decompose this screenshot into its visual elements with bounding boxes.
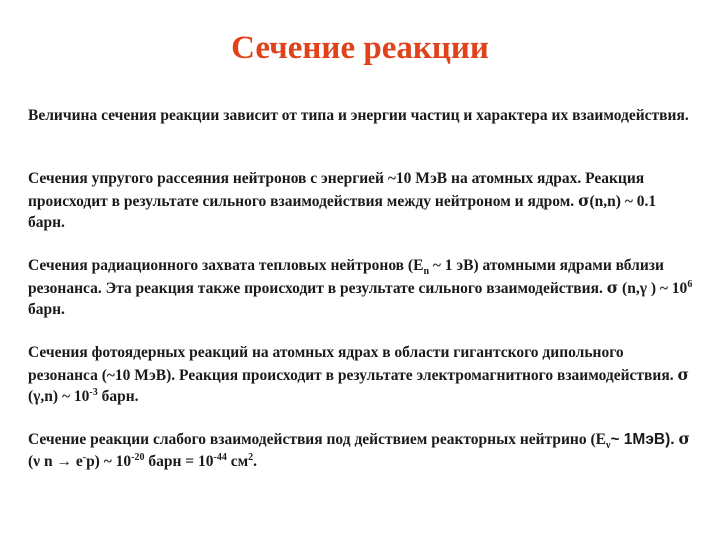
paragraph-text: Сечения радиационного захвата тепловых нейтронов (E [28, 257, 424, 274]
exponent: -44 [213, 451, 227, 463]
paragraph-text: ~ 1МэВ). [610, 431, 675, 448]
paragraph-text: ~ 1 эВ) атомными ядрами вблизи резонанса. Эта реакция также происходит в результате сильного взаимодействия. [28, 257, 664, 297]
sigma-symbol: σ [677, 364, 689, 384]
formula: (γ,n) ~ 10 [28, 388, 90, 405]
paragraph-elastic-scattering [28, 168, 696, 234]
formula: (ν n → e [28, 452, 83, 470]
formula: барн = 10 [144, 452, 214, 470]
formula: см [226, 452, 249, 470]
exponent: -20 [131, 451, 145, 463]
paragraph-radiative-capture [28, 255, 696, 321]
paragraph-photonuclear [28, 342, 696, 408]
subscript: n [423, 266, 429, 278]
formula: (n,γ ) ~ 10 [622, 279, 688, 297]
paragraph-weak-interaction [28, 428, 696, 472]
slide-title: Сечение реакции [231, 30, 489, 66]
exponent: 6 [687, 278, 693, 290]
sigma-symbol: σ [678, 429, 690, 448]
paragraph-text: Сечение реакции слабого взаимодействия под действием реакторных нейтрино (E [28, 431, 606, 448]
exponent: 2 [248, 451, 254, 463]
exponent: - [82, 451, 87, 463]
sigma-symbol: σ [606, 277, 619, 297]
formula: барн. [28, 301, 65, 318]
paragraph-cross-section-intro [28, 105, 696, 127]
paragraph-text: Сечения упругого рассеяния нейтронов с энергией ~10 МэВ на атомных ядрах. Реакция происходит в результате сильного взаимодействия между нейтроном и ядром. [28, 170, 645, 210]
paragraph-text: Величина сечения реакции зависит от типа и энергии частиц и характера их взаимодействия. [28, 107, 689, 124]
paragraph-text: Сечения фотоядерных реакций на атомных ядрах в области гигантского дипольного резонанса (~10 МэВ). Реакция происходит в результате электромагнитного взаимодействия. [28, 344, 674, 384]
subscript: ν [605, 440, 611, 452]
formula: . [253, 452, 258, 470]
formula: барн. [97, 388, 139, 405]
formula: p) ~ 10 [86, 452, 132, 470]
exponent: -3 [89, 386, 98, 398]
formula: (n,n) ~ 0.1 барн. [28, 192, 657, 231]
sigma-symbol: σ [578, 190, 590, 210]
